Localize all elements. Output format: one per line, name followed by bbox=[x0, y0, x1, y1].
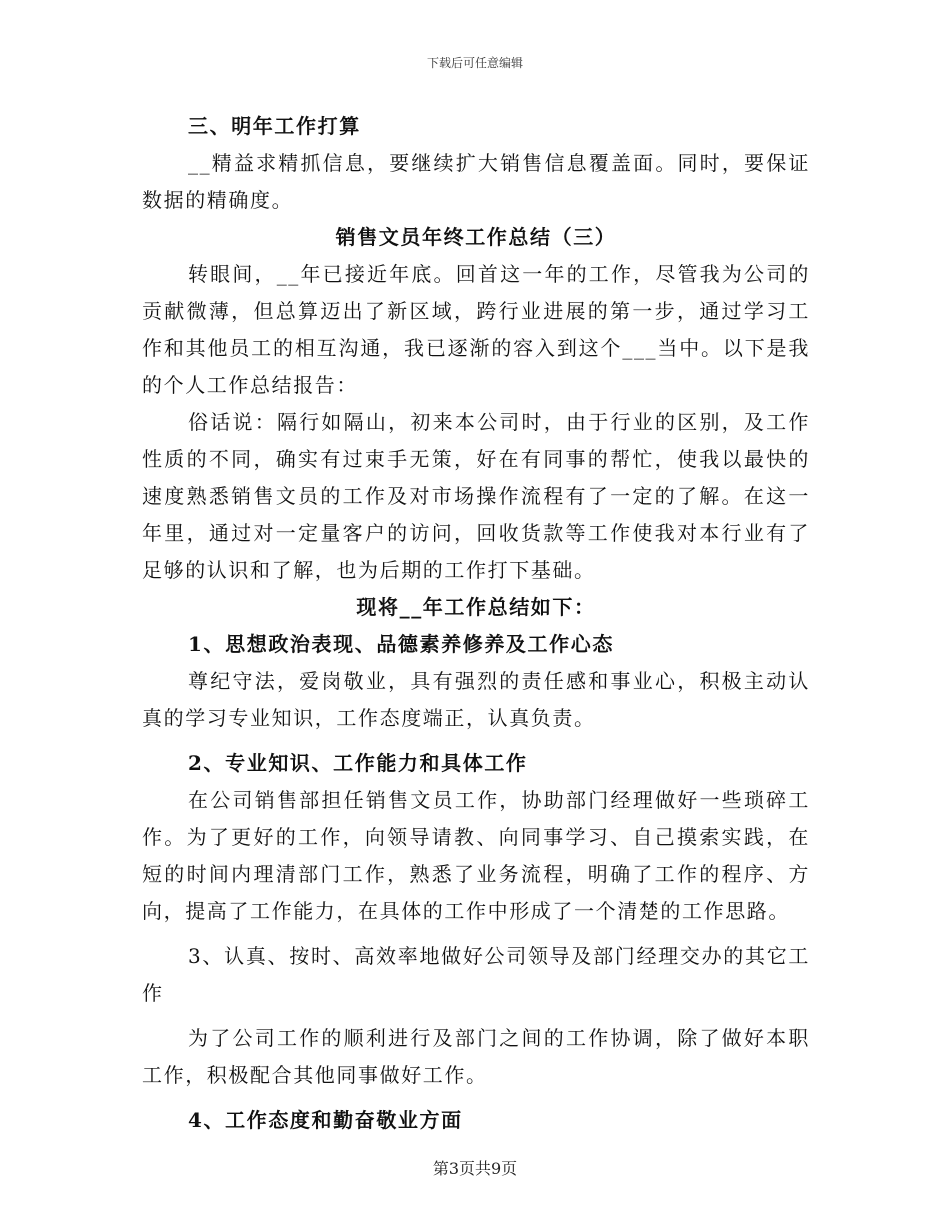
item2-heading: 2、专业知识、工作能力和具体工作 bbox=[188, 751, 528, 775]
item1-heading: 1、思想政治表现、品德素养修养及工作心态 bbox=[188, 632, 614, 656]
document-title: 销售文员年终工作总结（三） bbox=[335, 225, 617, 249]
item4-heading: 4、工作态度和勤奋敬业方面 bbox=[188, 1108, 463, 1132]
item3-heading: 3、认真、按时、高效率地做好公司领导及部门经理交办的其它工作 bbox=[142, 944, 810, 1005]
summary-heading: 现将__年工作总结如下： bbox=[356, 595, 596, 619]
document-body bbox=[142, 108, 810, 1139]
section3-heading: 三、明年工作打算 bbox=[188, 114, 361, 138]
item1-body: 尊纪守法，爱岗敬业，具有强烈的责任感和事业心，积极主动认真的学习专业知识，工作态度端正，认真负责。 bbox=[142, 669, 810, 730]
page-header-note: 下载后可任意编辑 bbox=[426, 56, 523, 70]
saying-paragraph: 俗话说：隔行如隔山，初来本公司时，由于行业的区别，及工作性质的不同，确实有过束手无策，好在有同事的帮忙，使我以最快的速度熟悉销售文员的工作及对市场操作流程有了一定的了解。在这一年里，通过对一定量客户的访问，回收货款等工作使我对本行业有了足够的认识和了解，也为后期的工作打下基础。 bbox=[142, 410, 810, 582]
item2-body: 在公司销售部担任销售文员工作，协助部门经理做好一些琐碎工作。为了更好的工作，向领导请教、向同事学习、自己摸索实践，在短的时间内理清部门工作，熟悉了业务流程，明确了工作的程序、方向，提高了工作能力，在具体的工作中形成了一个清楚的工作思路。 bbox=[142, 788, 810, 923]
item3-body: 为了公司工作的顺利进行及部门之间的工作协调，除了做好本职工作，积极配合其他同事做好工作。 bbox=[142, 1026, 810, 1087]
page-number-footer: 第3页共9页 bbox=[432, 1159, 518, 1178]
intro-paragraph: 转眼间，__年已接近年底。回首这一年的工作，尽管我为公司的贡献微薄，但总算迈出了新区域，跨行业进展的第一步，通过学习工作和其他员工的相互沟通，我已逐渐的容入到这个___当中。以下是我的个人工作总结报告： bbox=[142, 262, 810, 397]
section3-body: __精益求精抓信息，要继续扩大销售信息覆盖面。同时，要保证数据的精确度。 bbox=[142, 151, 810, 212]
